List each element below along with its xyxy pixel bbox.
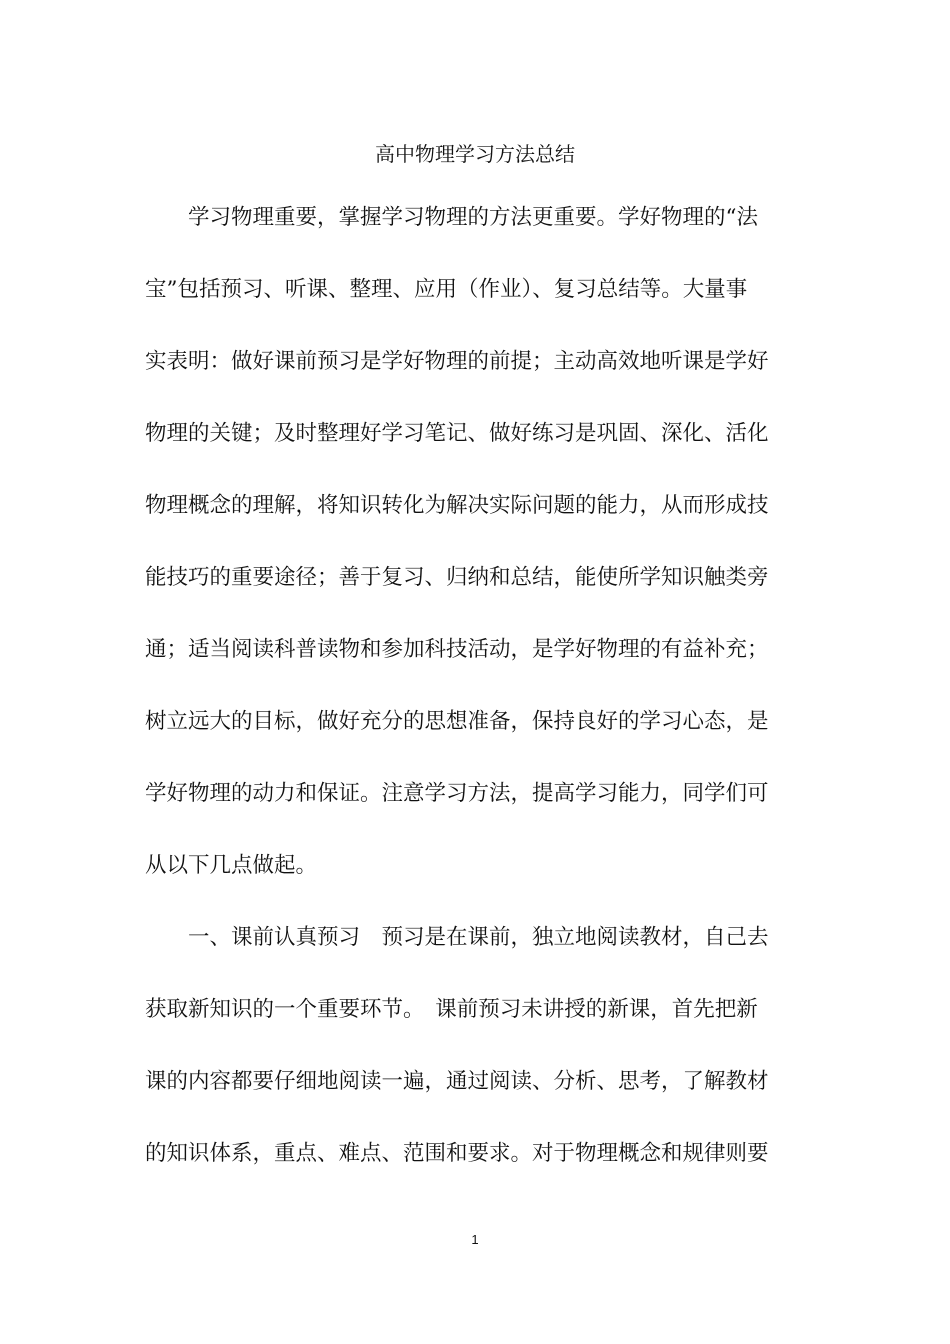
paragraph-line: 树立远大的目标，做好充分的思想准备，保持良好的学习心态，是 <box>145 709 769 734</box>
paragraph-line: 物理的关键；及时整理好学习笔记、做好练习是巩固、深化、活化 <box>145 421 769 446</box>
paragraph-line: 能技巧的重要途径；善于复习、归纳和总结，能使所学知识触类旁 <box>145 565 769 590</box>
paragraph-line: 实表明：做好课前预习是学好物理的前提；主动高效地听课是学好 <box>145 349 769 374</box>
paragraph-line: 一、课前认真预习 预习是在课前，独立地阅读教材，自己去 <box>145 925 769 950</box>
document-title: 高中物理学习方法总结 <box>375 142 575 166</box>
paragraph-line: 学习物理重要，掌握学习物理的方法更重要。学好物理的“法 <box>145 205 758 230</box>
page-number: 1 <box>471 1232 479 1247</box>
paragraph-line: 课的内容都要仔细地阅读一遍，通过阅读、分析、思考，了解教材 <box>145 1069 769 1094</box>
paragraph-line: 物理概念的理解，将知识转化为解决实际问题的能力，从而形成技 <box>145 493 769 518</box>
paragraph-line: 从以下几点做起。 <box>145 853 318 878</box>
paragraph-line: 的知识体系，重点、难点、范围和要求。对于物理概念和规律则要 <box>145 1141 769 1166</box>
paragraph-line: 学好物理的动力和保证。注意学习方法，提高学习能力，同学们可 <box>145 781 769 806</box>
paragraph-line: 获取新知识的一个重要环节。 课前预习未讲授的新课，首先把新 <box>145 997 758 1022</box>
paragraph-line: 通；适当阅读科普读物和参加科技活动，是学好物理的有益补充； <box>145 637 769 662</box>
paragraph-line: 宝”包括预习、听课、整理、应用（作业）、复习总结等。大量事 <box>145 277 748 302</box>
